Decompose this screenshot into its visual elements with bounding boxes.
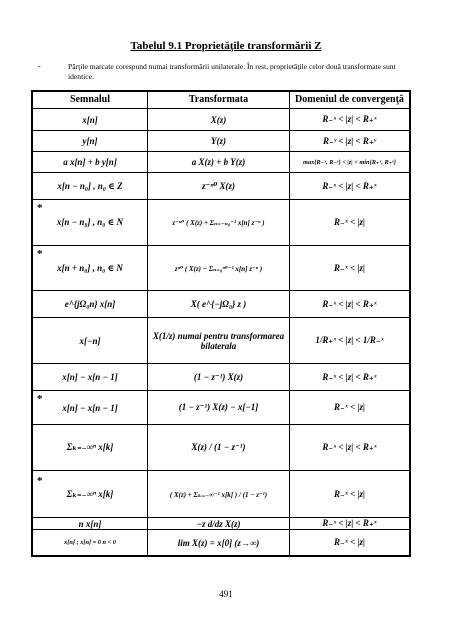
signal-cell: x[n] ; x[n] = 0 n < 0 bbox=[64, 539, 116, 546]
signal-cell: Σₖ₌₋∞ⁿ x[k] bbox=[66, 442, 114, 452]
signal-cell: x[n] − x[n − 1] bbox=[62, 402, 118, 413]
signal-cell: Σₖ₌₋∞ⁿ x[k] bbox=[66, 488, 114, 499]
transform-cell: z⁻ⁿ⁰ X(z) bbox=[201, 180, 236, 191]
transform-cell: ( X(z) + Σₖ₌₋∞⁻¹ x[k] ) / (1 − z⁻¹) bbox=[169, 490, 268, 499]
roc-cell: R₋ˣ < |z| < R₊ˣ bbox=[322, 114, 377, 124]
properties-table bbox=[31, 90, 411, 557]
unilateral-marker: * bbox=[37, 248, 43, 260]
page-number: 491 bbox=[219, 589, 233, 599]
table-row bbox=[33, 425, 409, 470]
transform-cell: (1 − z⁻¹) X(z) − x[−1] bbox=[178, 402, 259, 412]
unilateral-marker: * bbox=[37, 475, 43, 487]
table-row bbox=[33, 173, 409, 199]
transform-cell: X(z) bbox=[210, 114, 227, 125]
signal-cell: x[n] bbox=[82, 114, 98, 125]
table-row bbox=[33, 152, 409, 172]
transform-cell: X(z) / (1 − z⁻¹) bbox=[191, 442, 246, 452]
roc-cell: 1/R₊ˣ < |z| < 1/R₋ˣ bbox=[315, 335, 384, 345]
roc-cell: R₋ʸ < |z| < R₊ʸ bbox=[322, 135, 377, 146]
transform-cell: z⁻ⁿ⁰ ( X(z) + Σₙ₌₋ₙ₀⁻¹ x[n] z⁻ⁿ ) bbox=[172, 219, 265, 227]
signal-cell: e^{jΩ₀n} x[n] bbox=[64, 299, 116, 309]
roc-cell: R₋ˣ < |z| bbox=[334, 217, 365, 227]
roc-cell: max{R₋ˣ, R₋ʸ} < |z| < min{R₊ˣ, R₊ʸ} bbox=[303, 158, 396, 166]
header-roc: Domeniul de convergenţă bbox=[295, 94, 404, 105]
transform-cell: lim X(z) = x[0] (z→∞) bbox=[177, 537, 260, 548]
signal-cell: a x[n] + b y[n] bbox=[63, 157, 117, 167]
signal-cell: x[n − n₀] , n₀ ∈ Z bbox=[57, 180, 123, 191]
roc-cell: R₋ˣ < |z| bbox=[334, 402, 365, 412]
table-title: Tabelul 9.1 Proprietăţile transformării Z bbox=[130, 40, 322, 52]
table-row bbox=[33, 291, 409, 317]
transform-cell: −z d/dz X(z) bbox=[196, 518, 241, 529]
table-row bbox=[33, 364, 409, 390]
table-row bbox=[33, 109, 409, 130]
transform-cell: X(1/z) numai pentru transformarea bilaterala bbox=[152, 330, 285, 351]
signal-cell: y[n] bbox=[82, 136, 98, 146]
roc-cell: R₋ˣ < |z| < R₊ˣ bbox=[322, 298, 377, 309]
transform-cell: (1 − z⁻¹) X(z) bbox=[193, 371, 244, 382]
transform-cell: zⁿ⁰ ( X(z) − Σₙ₌₀ⁿ⁰⁻¹ x[n] z⁻ⁿ ) bbox=[174, 264, 263, 273]
roc-cell: R₋ˣ < |z| < R₊ˣ bbox=[322, 518, 377, 528]
unilateral-marker: * bbox=[37, 202, 43, 214]
table-row bbox=[33, 471, 409, 517]
transform-cell: Y(z) bbox=[211, 136, 226, 146]
table-row bbox=[33, 530, 409, 555]
header-signal: Semnalul bbox=[69, 94, 110, 105]
transform-cell: X( e^{−jΩ₀} z ) bbox=[190, 299, 247, 309]
signal-cell: x[n + n₀] , n₀ ∈ N bbox=[57, 262, 123, 273]
table-row bbox=[33, 518, 409, 529]
signal-cell: n x[n] bbox=[78, 518, 102, 529]
signal-cell: x[−n] bbox=[79, 335, 101, 346]
signal-cell: x[n] − x[n − 1] bbox=[62, 372, 118, 382]
table-row bbox=[33, 131, 409, 151]
transform-cell: a X(z) + b Y(z) bbox=[191, 157, 246, 167]
header-transform: Transformata bbox=[188, 94, 249, 105]
table-row bbox=[33, 246, 409, 290]
table-row bbox=[33, 200, 409, 245]
note-text: Părţile marcate corespund numai transformării unilaterale. În rest, proprietăţile celor două transformate sunt identice. bbox=[68, 62, 396, 81]
roc-cell: R₋ˣ < |z| bbox=[334, 537, 365, 547]
table-row bbox=[33, 318, 409, 363]
roc-cell: R₋ˣ < |z| bbox=[334, 262, 365, 273]
roc-cell: R₋ˣ < |z| < R₊ˣ bbox=[322, 371, 377, 382]
roc-cell: R₋ˣ < |z| bbox=[334, 488, 365, 499]
signal-cell: x[n − n₀] , n₀ ∈ N bbox=[56, 217, 124, 227]
roc-cell: R₋ˣ < |z| < R₊ˣ bbox=[322, 442, 377, 452]
note-dash: - bbox=[38, 62, 41, 71]
table-row bbox=[33, 391, 409, 424]
roc-cell: R₋ˣ < |z| < R₊ˣ bbox=[322, 180, 377, 191]
unilateral-marker: * bbox=[37, 393, 43, 405]
